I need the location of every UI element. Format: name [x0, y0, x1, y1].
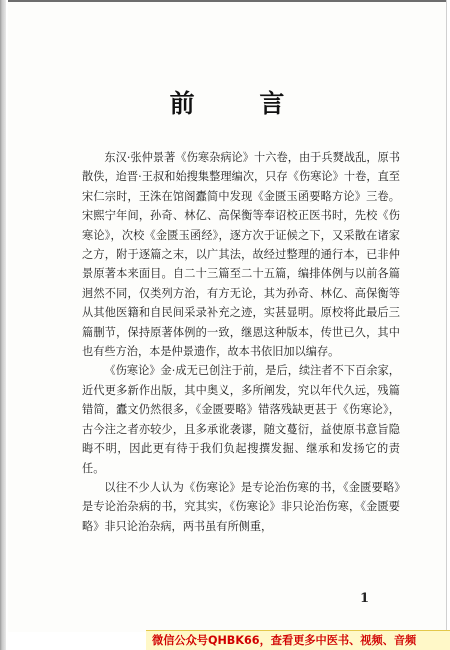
watermark-banner: 微信公众号QHBK66，查看更多中医书、视频、音频 — [146, 630, 450, 650]
scanned-page — [8, 0, 447, 632]
viewer-gutter — [0, 0, 6, 650]
page-title: 前 言 — [169, 89, 313, 118]
page-number: 1 — [360, 591, 370, 606]
paragraph: 以往不少人认为《伤寒论》是专论治伤寒的书，《金匮要略》是专论治杂病的书，究其实，《伤寒论》非只论治伤寒，《金匮要略》非只论治杂病，两书虽有所侧重， — [82, 480, 400, 533]
paragraph: 东汉·张仲景著《伤寒杂病论》十六卷，由于兵燹战乱，原书散佚，迨晋·王叔和始搜集整理编次，只存《伤寒论》十卷，直至宋仁宗时，王洙在馆阁蠹简中发现《金匮玉函要略方论》三卷。宋熙宁年间，孙奇、林亿、高保衡等奉诏校正医书时，先校《伤寒论》，次校《金匮玉函经》，逐方次于证候之下，又采散在诸家之方，附于逐篇之末，以广其法，故经过整理的通行本，已非仲景原著本来面目。自二十三篇至二十五篇，编排体例与以前各篇迥然不同，仅类列方治，有方无论，其为孙奇、林亿、高保衡等从其他医籍和自民间采录补充之迹，实甚显明。原校将此最后三篇删节，保持原著体例的一致，继恩这种版本，传世已久，其中也有些方治，本是仲景遗作，故本书依旧加以编存。 — [82, 151, 400, 359]
body-text — [82, 148, 400, 536]
paragraph: 《伤寒论》金·成无已创注于前，是后，续注者不下百余家，近代更多新作出版，其中奥义，多所阐发，究以年代久远，残篇错简，蠹文仍然很多，《金匮要略》错落残缺更甚于《伤寒论》，古今注之者亦较少，且多承讹袭谬，随文蔓衍，益使原书意旨隐晦不明，因此更有待于我们负起搜撰发掘、继承和发扬它的责任。 — [82, 364, 400, 475]
